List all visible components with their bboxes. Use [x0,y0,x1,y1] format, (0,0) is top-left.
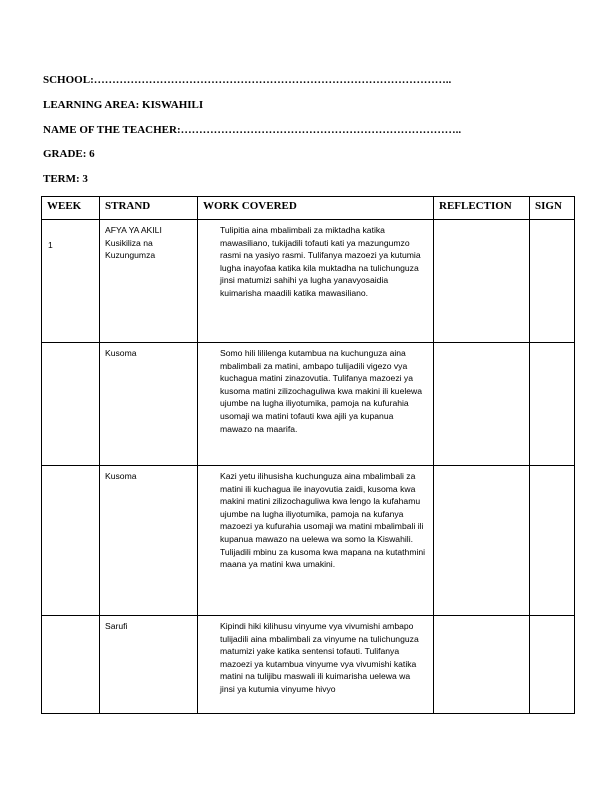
sign-cell[interactable] [530,343,575,466]
school-field: SCHOOL:…………………………………………………………………………………….. [43,74,452,86]
table-row [42,220,575,343]
table-row [42,466,575,616]
column-header-work-covered: WORK COVERED [198,197,434,220]
work-covered-cell: Somo hili lililenga kutambua na kuchunguza aina mbalimbali za matini, ambapo tulijadili vigezo vya kuchagua matini zinazovutia. Tulifanya mazoezi ya kusoma matini zilizochaguliwa kwa makini ili kuelewa ujumbe na lugha iliyotumika, pamoja na kufurahia usomaji wa matini tofauti kwa ajili ya kupanua mawazo na maarifa. [198,343,434,466]
column-header-sign: SIGN [530,197,575,220]
table-row [42,616,575,714]
grade-field: GRADE: 6 [43,148,95,160]
reflection-cell[interactable] [434,220,530,343]
work-covered-cell: Tulipitia aina mbalimbali za miktadha katika mawasiliano, tukijadili tofauti kati ya mazungumzo rasmi na yasiyo rasmi. Tulifanya mazoezi ya kutumia lugha inayofaa katika kila muktadha na tulichunguza jinsi matumizi sahihi ya lugha yanavyosaidia kuimarisha maadili katika mawasiliano. [198,220,434,343]
strand-cell: Sarufi [100,616,198,714]
column-header-reflection: REFLECTION [434,197,530,220]
work-covered-cell: Kipindi hiki kilihusu vinyume vya vivumishi ambapo tulijadili aina mbalimbali za vinyume na tulichunguza matumizi yake katika sentensi tofauti. Tulifanya mazoezi ya kutambua vinyume vya vivumishi katika matini na tulijibu maswali ili kuimarisha uelewa wa jinsi ya kutumia vinyume hivyo [198,616,434,714]
week-cell [42,466,100,616]
table-header-row [42,197,575,220]
week-cell: 1 [42,220,100,343]
reflection-cell[interactable] [434,466,530,616]
column-header-week: WEEK [42,197,100,220]
strand-cell: AFYA YA AKILI Kusikiliza na Kuzungumza [100,220,198,343]
week-cell [42,616,100,714]
work-covered-cell: Kazi yetu ilihusisha kuchunguza aina mbalimbali za matini ili kuchagua ile inayovutia zaidi, kusoma kwa makini matini zilizochaguliwa kwa lengo la kufahamu ujumbe na lugha iliyotumika, pamoja na kufanya mazoezi ya kufurahia usomaji wa matini mbalimbali ili kupanua mawazo na uelewa wa somo la Kiswahili. Tulijadili mbinu za kusoma kwa mapana na kutathmini maana ya matini kwa umakini. [198,466,434,616]
week-cell [42,343,100,466]
table-row [42,343,575,466]
sign-cell[interactable] [530,616,575,714]
reflection-cell[interactable] [434,343,530,466]
sign-cell[interactable] [530,466,575,616]
work-record-table [41,196,575,714]
teacher-name-field: NAME OF THE TEACHER:………………………………………………………………….. [43,124,462,136]
learning-area-field: LEARNING AREA: KISWAHILI [43,99,204,111]
strand-cell: Kusoma [100,343,198,466]
reflection-cell[interactable] [434,616,530,714]
term-field: TERM: 3 [43,173,88,185]
strand-cell: Kusoma [100,466,198,616]
sign-cell[interactable] [530,220,575,343]
column-header-strand: STRAND [100,197,198,220]
